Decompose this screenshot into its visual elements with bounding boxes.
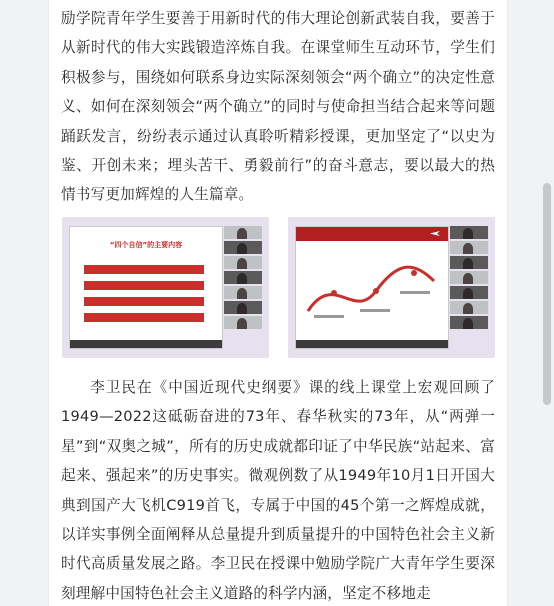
article-paragraph: 励学院青年学生要善于用新时代的伟大理论创新武装自我，要善于从新时代的伟大实践锻造淬炼自我。在课堂师生互动环节，学生们积极参与，围绕如何联系身边实际深刻领会“两个确立”的决定性意义、如何在深刻领会“两个确立”的同时与使命担当结合起来等问题踊跃发言，纷纷表示通过认真聆听精彩授课，更加坚定了“以史为鉴、开创未来；埋头苦干、勇毅前行”的奋斗意志，要以最大的热情书写更加辉煌的人生篇章。 bbox=[61, 10, 495, 204]
slide-header bbox=[296, 227, 448, 241]
participant-video bbox=[450, 286, 488, 299]
participant-video bbox=[450, 241, 488, 254]
participant-video bbox=[450, 226, 488, 239]
timeline-curve bbox=[304, 251, 440, 331]
participant-video bbox=[450, 316, 488, 329]
slide-title: “四个自信”的主要内容 bbox=[109, 241, 183, 249]
article-content bbox=[48, 0, 508, 606]
participant-video bbox=[450, 256, 488, 269]
meeting-toolbar bbox=[70, 340, 222, 348]
participant-video bbox=[450, 301, 488, 314]
participant-video bbox=[224, 286, 262, 299]
participant-video bbox=[224, 301, 262, 314]
slide-bar bbox=[84, 313, 204, 322]
slide-bar bbox=[84, 297, 204, 306]
class-photo-four-confidences bbox=[62, 217, 269, 358]
participant-video-column bbox=[224, 226, 262, 347]
class-photo-history-timeline bbox=[288, 217, 495, 358]
meeting-toolbar bbox=[296, 340, 448, 348]
participant-video bbox=[224, 316, 262, 329]
article-paragraph: 李卫民在《中国近现代史纲要》课的线上课堂上宏观回顾了1949—2022这砥砺奋进的73年、春华秋实的73年，从“两弹一星”到“双奥之城”，所有的历史成就都印证了中华民族“站起来、富起来、强起来”的历史事实。微观例数了从1949年10月1日开国大典到国产大飞机C919首飞，专属于中国的45个第一之辉煌成就，以详实事例全面阐释从总量提升到质量提升的中国特色社会主义新时代高质量发展之路。李卫民在授课中勉励学院广大青年学生要深刻理解中国特色社会主义道路的科学内涵，坚定不移地走 bbox=[61, 379, 495, 602]
participant-video bbox=[224, 241, 262, 254]
participant-video bbox=[224, 226, 262, 239]
airplane-icon bbox=[430, 231, 440, 236]
slide-bar bbox=[84, 281, 204, 290]
slide-screen bbox=[69, 226, 223, 349]
participant-video bbox=[224, 271, 262, 284]
participant-video bbox=[450, 271, 488, 284]
scrollbar-thumb[interactable] bbox=[543, 183, 551, 405]
participant-video-column bbox=[450, 226, 488, 347]
slide-screen bbox=[295, 226, 449, 349]
slide-bar bbox=[84, 265, 204, 274]
participant-video bbox=[224, 256, 262, 269]
